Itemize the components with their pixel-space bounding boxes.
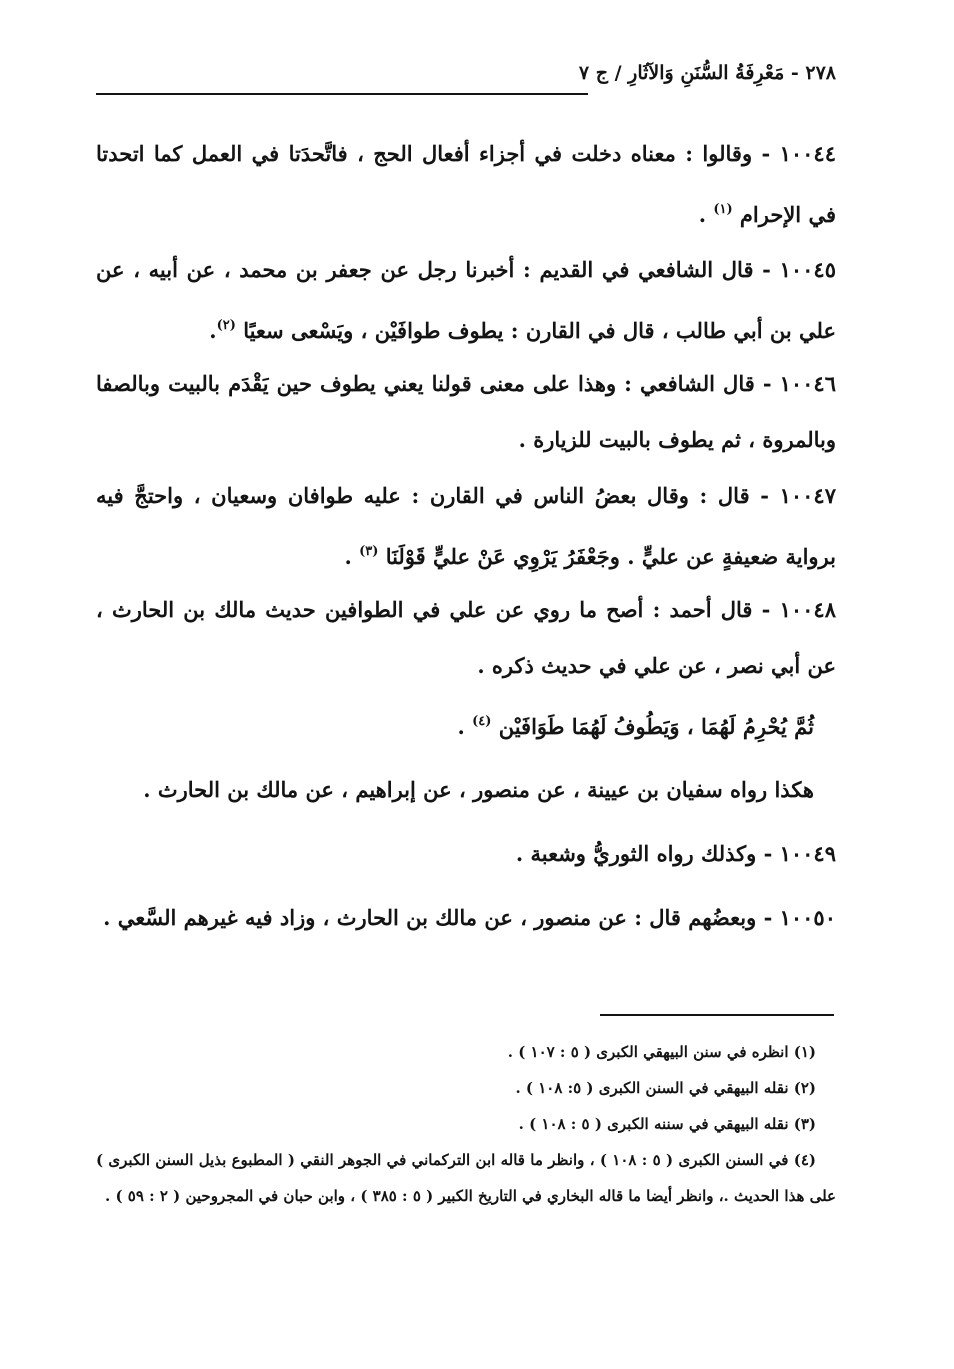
paragraph-10048: ١٠٠٤٨ - قال أحمد : أصح ما روي عن علي في الطوافين حديث مالك بن الحارث ، عن أبي نصر ، عن علي في حديث ذكره . <box>96 597 836 678</box>
paragraph-10047: ١٠٠٤٧ - قال : وقال بعضُ الناس في القارن : عليه طوافان وسعيان ، واحتجَّ فيه برواية ضعيفةٍ عن عليٍّ . وجَعْفَرُ يَرْوِي عَنْ عليٍّ قَوْلَنَا $^{(٣)}$ . <box>96 483 836 569</box>
footnote-ref-1[interactable]: (١) <box>713 202 733 217</box>
paragraph-10046: ١٠٠٤٦ - قال الشافعي : وهذا على معنى قولنا يعني يطوف حين يَقْدَم بالبيت وبالصفا وبالمروة ، ثم يطوف بالبيت للزيارة . <box>96 371 836 452</box>
paragraph-10049: ١٠٠٤٩ - وكذلك رواه الثوريُّ وشعبة . <box>515 841 836 866</box>
footnotes <box>96 1034 836 1214</box>
narration-note: هكذا رواه سفيان بن عيينة ، عن منصور ، عن إبراهيم ، عن مالك بن الحارث . <box>143 777 814 802</box>
footnote-3: (٣) نقله البيهقي في سننه الكبرى ( ٥ : ١٠٨ ) . <box>518 1115 816 1133</box>
quoted-hadith: ثُمَّ يُحْرِمُ لَهُمَا ، وَيَطُوفُ لَهُمَا طَوَافَيْن $^{(٤)}$ . <box>457 714 814 739</box>
footnote-ref-2[interactable]: (٢) <box>216 318 236 333</box>
footnote-2: (٢) نقله البيهقي في السنن الكبرى ( ٥: ١٠٨ ) . <box>515 1079 816 1097</box>
footnote-1: (١) انظره في سنن البيهقي الكبرى ( ٥ : ١٠٧ ) . <box>507 1043 816 1061</box>
paragraph-10050: ١٠٠٥٠ - وبعضُهم قال : عن منصور ، عن مالك بن الحارث ، وزاد فيه غيرهم السَّعي . <box>103 905 836 930</box>
header-rule <box>96 93 588 95</box>
footnote-ref-4[interactable]: (٤) <box>472 714 492 729</box>
footnote-ref-3[interactable]: (٣) <box>359 544 379 559</box>
paragraph-10045: ١٠٠٤٥ - قال الشافعي في القديم : أخبرنا رجل عن جعفر بن محمد ، عن أبيه ، عن علي بن أبي طالب ، قال في القارن : يطوف طوافَيْن ، ويَسْعى سعيًا $^{(٢)}$. <box>96 257 836 343</box>
footnote-4: (٤) في السنن الكبرى ( ٥ : ١٠٨ ) ، وانظر ما قاله ابن التركماني في الجوهر النقي ( المطبوع بذيل السنن الكبرى ) على هذا الحديث .، وانظر أيضا ما قاله البخاري في التاريخ الكبير ( ٥ : ٣٨٥ ) ، وابن حبان في المجروحين ( ٢ : ٥٩ ) . <box>96 1151 836 1205</box>
running-header: ٢٧٨ - مَعْرِفَةُ السُّنَنِ وَالآثَارِ / ج ٧ <box>578 62 836 84</box>
footnote-rule <box>600 1014 834 1016</box>
paragraph-10044: ١٠٠٤٤ - وقالوا : معناه دخلت في أجزاء أفعال الحج ، فاتَّحدَتا في العمل كما اتحدتا في الإحرام $^{(١)}$ . <box>96 141 836 227</box>
